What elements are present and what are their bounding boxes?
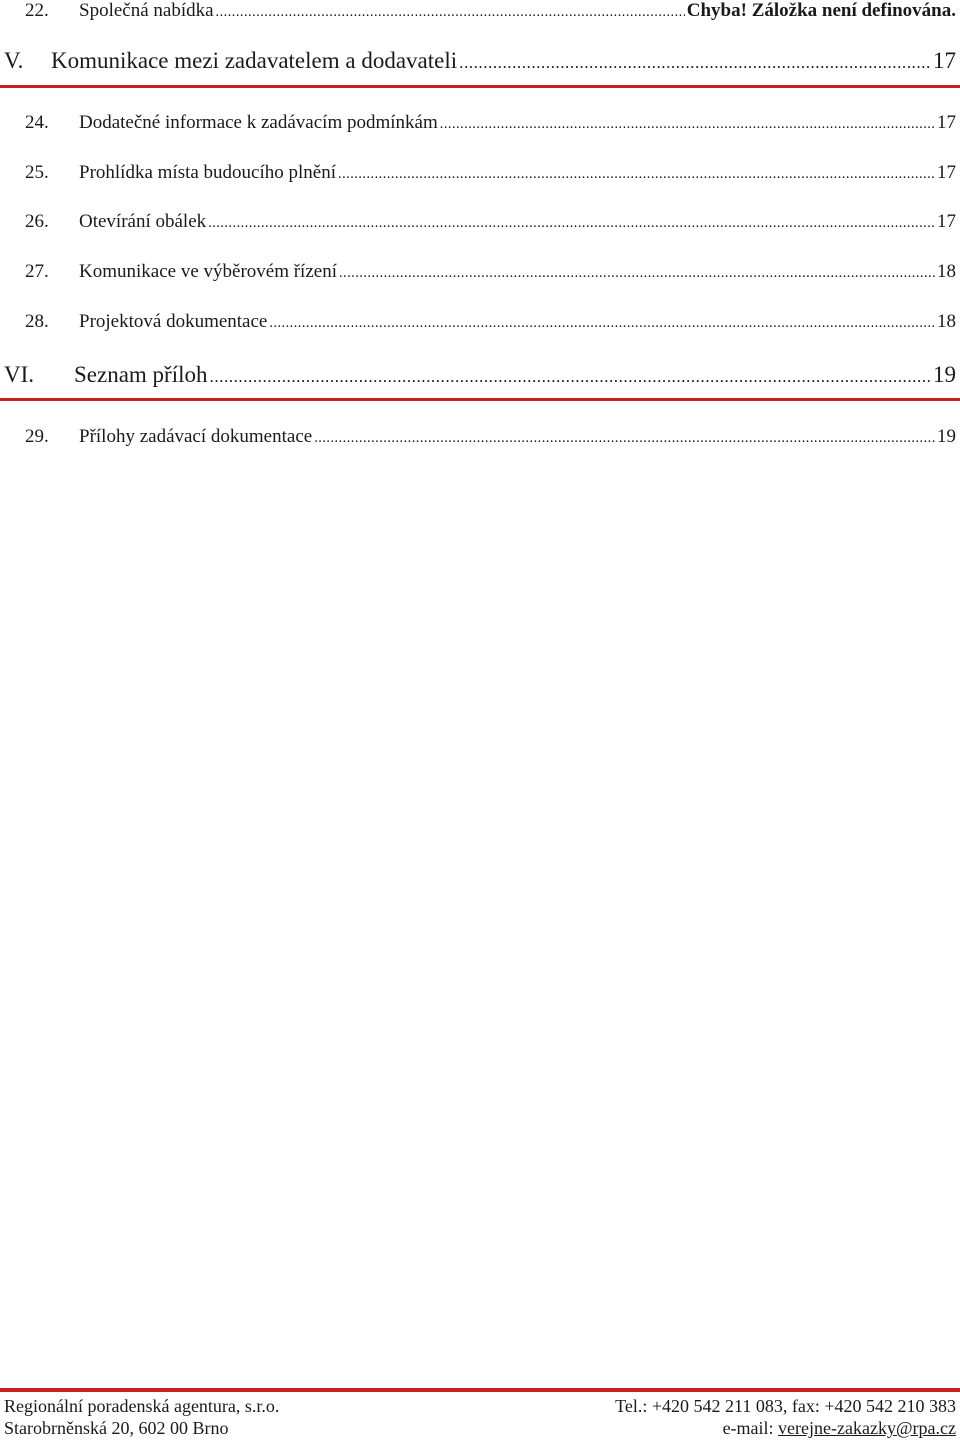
footer-email-line	[615, 1417, 956, 1439]
toc-leader-dots	[338, 166, 935, 183]
toc-page-number: 17	[933, 48, 956, 73]
toc-entry-26[interactable]	[0, 211, 956, 233]
footer-company-block	[4, 1395, 279, 1439]
toc-page-number: 18	[937, 311, 956, 332]
toc-entry-22[interactable]	[0, 0, 956, 22]
toc-page-number: 18	[937, 261, 956, 282]
toc-chapter-title: Komunikace mezi zadavatelem a dodavateli	[51, 48, 458, 73]
toc-entry-25[interactable]	[0, 162, 956, 184]
toc-leader-dots	[210, 367, 932, 387]
footer-company-name: Regionální poradenská agentura, s.r.o.	[4, 1396, 280, 1416]
toc-entry-number: 24.	[25, 112, 49, 133]
toc-leader-dots	[216, 4, 685, 21]
toc-page-number: 19	[933, 362, 956, 387]
toc-chapter-number: VI.	[4, 362, 35, 387]
toc-entry-number: 28.	[25, 311, 49, 332]
toc-chapter-title: Seznam příloh	[74, 362, 208, 387]
toc-entry-number: 22.	[25, 0, 49, 21]
chapter-divider	[0, 398, 960, 401]
toc-entry-number: 29.	[25, 426, 49, 447]
toc-entry-title: Prohlídka místa budoucího plnění	[79, 162, 337, 183]
toc-entry-number: 25.	[25, 162, 49, 183]
toc-chapter-v[interactable]	[0, 48, 956, 74]
toc-chapter-number: V.	[4, 48, 24, 73]
toc-leader-dots	[314, 430, 935, 447]
toc-page-number: 17	[937, 211, 956, 232]
toc-entry-title: Společná nabídka	[79, 0, 214, 21]
toc-leader-dots	[208, 215, 935, 232]
toc-entry-title: Projektová dokumentace	[79, 311, 268, 332]
toc-page-number: 19	[937, 426, 956, 447]
toc-leader-dots	[269, 315, 935, 332]
toc-entry-title: Dodatečné informace k zadávacím podmínkám	[79, 112, 438, 133]
footer-address: Starobrněnská 20, 602 00 Brno	[4, 1418, 229, 1438]
toc-entry-28[interactable]	[0, 311, 956, 333]
toc-entry-number: 26.	[25, 211, 49, 232]
toc-chapter-vi[interactable]	[0, 362, 956, 388]
toc-entry-title: Otevírání obálek	[79, 211, 207, 232]
toc-page-number: 17	[937, 162, 956, 183]
toc-entry-27[interactable]	[0, 261, 956, 283]
toc-leader-dots	[459, 53, 931, 73]
toc-entry-number: 27.	[25, 261, 49, 282]
toc-page-number: 17	[937, 112, 956, 133]
toc-entry-title: Přílohy zadávací dokumentace	[79, 426, 313, 447]
toc-entry-29[interactable]	[0, 426, 956, 448]
footer-contact-block	[615, 1395, 956, 1439]
footer-email-label: e-mail:	[722, 1418, 779, 1438]
toc-entry-title: Komunikace ve výběrovém řízení	[79, 261, 337, 282]
footer-email-link[interactable]: verejne-zakazky@rpa.cz	[778, 1418, 956, 1438]
toc-entry-24[interactable]	[0, 112, 956, 134]
footer-divider	[0, 1388, 960, 1392]
footer-phone: Tel.: +420 542 211 083, fax: +420 542 210 383	[615, 1396, 956, 1416]
toc-entry-error-text: Chyba! Záložka není definována.	[686, 0, 956, 21]
toc-leader-dots	[339, 265, 935, 282]
chapter-divider	[0, 85, 960, 88]
toc-leader-dots	[440, 116, 935, 133]
